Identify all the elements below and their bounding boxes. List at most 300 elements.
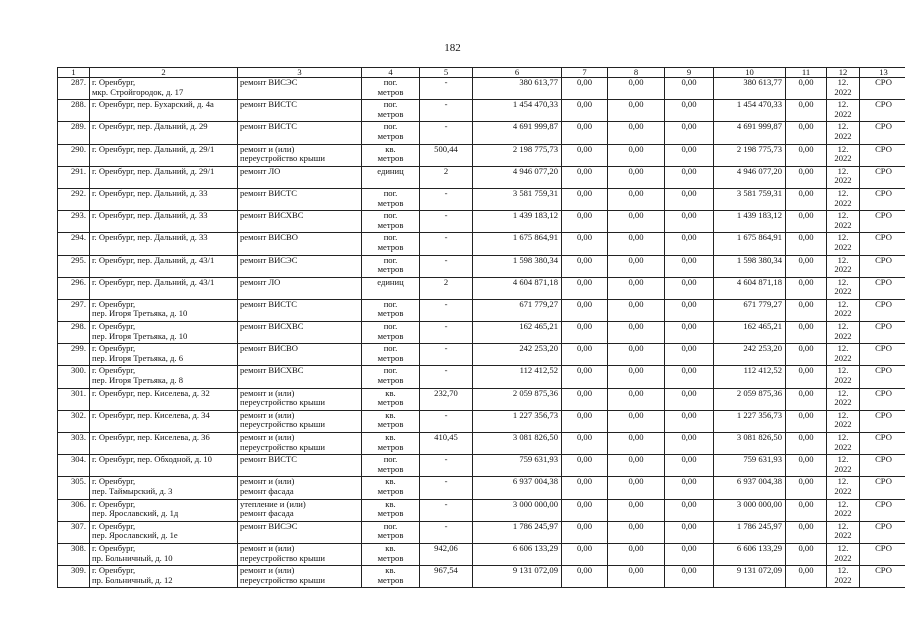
column-header-11: 11 [786, 68, 827, 78]
cost-col10-cell: 9 131 072,09 [714, 566, 786, 588]
method-cell: СРО [860, 299, 905, 321]
address-cell: г. Оренбург, пер. Ярославский, д. 1е [90, 521, 238, 543]
address-cell: г. Оренбург, пер. Игоря Третьяка, д. 10 [90, 299, 238, 321]
cost-col8-cell: 0,00 [608, 322, 665, 344]
method-cell: СРО [860, 521, 905, 543]
work-type-cell: ремонт ВИСТС [238, 455, 362, 477]
total-cost-cell: 242 253,20 [473, 344, 562, 366]
table-row [58, 477, 905, 499]
address-cell: г. Оренбург, пер. Дальний, д. 29/1 [90, 166, 238, 188]
unit-cell: пог. метров [362, 521, 420, 543]
cost-col10-cell: 1 598 380,34 [714, 255, 786, 277]
total-cost-cell: 4 691 999,87 [473, 122, 562, 144]
cost-col8-cell: 0,00 [608, 78, 665, 100]
table-row [58, 543, 905, 565]
cost-col9-cell: 0,00 [665, 388, 714, 410]
method-cell: СРО [860, 410, 905, 432]
cost-col10-cell: 162 465,21 [714, 322, 786, 344]
cost-col8-cell: 0,00 [608, 233, 665, 255]
quantity-cell: 410,45 [420, 433, 473, 455]
column-header-8: 8 [608, 68, 665, 78]
row-number: 295. [58, 255, 90, 277]
unit-cell: пог. метров [362, 255, 420, 277]
table-row [58, 166, 905, 188]
cost-col10-cell: 2 059 875,36 [714, 388, 786, 410]
deadline-cell: 12. 2022 [827, 277, 860, 299]
cost-col9-cell: 0,00 [665, 433, 714, 455]
cost-col9-cell: 0,00 [665, 144, 714, 166]
table-row [58, 277, 905, 299]
address-cell: г. Оренбург, пер. Дальний, д. 29 [90, 122, 238, 144]
deadline-cell: 12. 2022 [827, 122, 860, 144]
method-cell: СРО [860, 166, 905, 188]
quantity-cell: - [420, 188, 473, 210]
cost-col7-cell: 0,00 [562, 410, 608, 432]
unit-cell: кв. метров [362, 410, 420, 432]
cost-col7-cell: 0,00 [562, 166, 608, 188]
cost-col8-cell: 0,00 [608, 188, 665, 210]
total-cost-cell: 9 131 072,09 [473, 566, 562, 588]
address-cell: г. Оренбург, пер. Киселева, д. 34 [90, 410, 238, 432]
deadline-cell: 12. 2022 [827, 211, 860, 233]
cost-col11-cell: 0,00 [786, 188, 827, 210]
quantity-cell: - [420, 100, 473, 122]
cost-col11-cell: 0,00 [786, 410, 827, 432]
cost-col9-cell: 0,00 [665, 166, 714, 188]
row-number: 290. [58, 144, 90, 166]
deadline-cell: 12. 2022 [827, 255, 860, 277]
method-cell: СРО [860, 433, 905, 455]
address-cell: г. Оренбург, пр. Больничный, д. 12 [90, 566, 238, 588]
quantity-cell: - [420, 299, 473, 321]
total-cost-cell: 1 598 380,34 [473, 255, 562, 277]
cost-col10-cell: 3 581 759,31 [714, 188, 786, 210]
cost-col8-cell: 0,00 [608, 566, 665, 588]
unit-cell: кв. метров [362, 477, 420, 499]
total-cost-cell: 1 439 183,12 [473, 211, 562, 233]
address-cell: г. Оренбург, мкр. Стройгородок, д. 17 [90, 78, 238, 100]
row-number: 302. [58, 410, 90, 432]
total-cost-cell: 380 613,77 [473, 78, 562, 100]
address-cell: г. Оренбург, пер. Таймырский, д. 3 [90, 477, 238, 499]
repair-plan-table [57, 67, 905, 588]
unit-cell: пог. метров [362, 344, 420, 366]
cost-col9-cell: 0,00 [665, 322, 714, 344]
cost-col9-cell: 0,00 [665, 566, 714, 588]
row-number: 293. [58, 211, 90, 233]
cost-col8-cell: 0,00 [608, 211, 665, 233]
table-row [58, 410, 905, 432]
table-row [58, 100, 905, 122]
cost-col10-cell: 3 081 826,50 [714, 433, 786, 455]
method-cell: СРО [860, 188, 905, 210]
cost-col9-cell: 0,00 [665, 100, 714, 122]
row-number: 306. [58, 499, 90, 521]
quantity-cell: - [420, 499, 473, 521]
quantity-cell: - [420, 410, 473, 432]
quantity-cell: - [420, 322, 473, 344]
method-cell: СРО [860, 499, 905, 521]
work-type-cell: ремонт ВИСЭС [238, 521, 362, 543]
table-row [58, 233, 905, 255]
cost-col9-cell: 0,00 [665, 410, 714, 432]
cost-col10-cell: 1 675 864,91 [714, 233, 786, 255]
method-cell: СРО [860, 100, 905, 122]
address-cell: г. Оренбург, пр. Больничный, д. 10 [90, 543, 238, 565]
deadline-cell: 12. 2022 [827, 388, 860, 410]
quantity-cell: - [420, 233, 473, 255]
work-type-cell: ремонт ВИСТС [238, 100, 362, 122]
address-cell: г. Оренбург, пер. Игоря Третьяка, д. 6 [90, 344, 238, 366]
unit-cell: кв. метров [362, 388, 420, 410]
address-cell: г. Оренбург, пер. Дальний, д. 33 [90, 188, 238, 210]
work-type-cell: ремонт ВИСТС [238, 188, 362, 210]
address-cell: г. Оренбург, пер. Игоря Третьяка, д. 10 [90, 322, 238, 344]
quantity-cell: - [420, 366, 473, 388]
cost-col8-cell: 0,00 [608, 521, 665, 543]
column-header-10: 10 [714, 68, 786, 78]
deadline-cell: 12. 2022 [827, 366, 860, 388]
quantity-cell: - [420, 255, 473, 277]
deadline-cell: 12. 2022 [827, 144, 860, 166]
deadline-cell: 12. 2022 [827, 455, 860, 477]
cost-col10-cell: 4 691 999,87 [714, 122, 786, 144]
method-cell: СРО [860, 233, 905, 255]
cost-col11-cell: 0,00 [786, 566, 827, 588]
work-type-cell: ремонт ВИСЭС [238, 255, 362, 277]
cost-col7-cell: 0,00 [562, 100, 608, 122]
row-number: 297. [58, 299, 90, 321]
cost-col7-cell: 0,00 [562, 188, 608, 210]
total-cost-cell: 6 606 133,29 [473, 543, 562, 565]
cost-col8-cell: 0,00 [608, 344, 665, 366]
total-cost-cell: 759 631,93 [473, 455, 562, 477]
method-cell: СРО [860, 344, 905, 366]
cost-col7-cell: 0,00 [562, 277, 608, 299]
cost-col10-cell: 1 454 470,33 [714, 100, 786, 122]
deadline-cell: 12. 2022 [827, 433, 860, 455]
total-cost-cell: 671 779,27 [473, 299, 562, 321]
column-header-1: 1 [58, 68, 90, 78]
cost-col10-cell: 671 779,27 [714, 299, 786, 321]
table-row [58, 344, 905, 366]
column-header-5: 5 [420, 68, 473, 78]
cost-col10-cell: 1 439 183,12 [714, 211, 786, 233]
cost-col8-cell: 0,00 [608, 277, 665, 299]
cost-col11-cell: 0,00 [786, 211, 827, 233]
cost-col9-cell: 0,00 [665, 255, 714, 277]
work-type-cell: ремонт ВИСХВС [238, 211, 362, 233]
cost-col7-cell: 0,00 [562, 322, 608, 344]
method-cell: СРО [860, 122, 905, 144]
address-cell: г. Оренбург, пер. Киселева, д. 32 [90, 388, 238, 410]
row-number: 288. [58, 100, 90, 122]
row-number: 307. [58, 521, 90, 543]
address-cell: г. Оренбург, пер. Игоря Третьяка, д. 8 [90, 366, 238, 388]
total-cost-cell: 1 454 470,33 [473, 100, 562, 122]
work-type-cell: ремонт ВИСХВС [238, 366, 362, 388]
cost-col9-cell: 0,00 [665, 455, 714, 477]
method-cell: СРО [860, 78, 905, 100]
cost-col9-cell: 0,00 [665, 344, 714, 366]
cost-col7-cell: 0,00 [562, 144, 608, 166]
row-number: 305. [58, 477, 90, 499]
quantity-cell: - [420, 521, 473, 543]
table-row [58, 78, 905, 100]
cost-col8-cell: 0,00 [608, 100, 665, 122]
cost-col9-cell: 0,00 [665, 543, 714, 565]
total-cost-cell: 1 675 864,91 [473, 233, 562, 255]
cost-col10-cell: 759 631,93 [714, 455, 786, 477]
row-number: 309. [58, 566, 90, 588]
cost-col9-cell: 0,00 [665, 477, 714, 499]
work-type-cell: ремонт ВИСЭС [238, 78, 362, 100]
table-row [58, 521, 905, 543]
work-type-cell: ремонт ВИСХВС [238, 322, 362, 344]
work-type-cell: утепление и (или) ремонт фасада [238, 499, 362, 521]
cost-col9-cell: 0,00 [665, 188, 714, 210]
row-number: 299. [58, 344, 90, 366]
unit-cell: единиц [362, 166, 420, 188]
deadline-cell: 12. 2022 [827, 410, 860, 432]
cost-col7-cell: 0,00 [562, 455, 608, 477]
column-header-9: 9 [665, 68, 714, 78]
total-cost-cell: 2 059 875,36 [473, 388, 562, 410]
unit-cell: пог. метров [362, 322, 420, 344]
work-type-cell: ремонт и (или) ремонт фасада [238, 477, 362, 499]
cost-col10-cell: 6 606 133,29 [714, 543, 786, 565]
deadline-cell: 12. 2022 [827, 344, 860, 366]
cost-col11-cell: 0,00 [786, 100, 827, 122]
cost-col10-cell: 3 000 000,00 [714, 499, 786, 521]
cost-col11-cell: 0,00 [786, 366, 827, 388]
cost-col10-cell: 2 198 775,73 [714, 144, 786, 166]
cost-col11-cell: 0,00 [786, 344, 827, 366]
work-type-cell: ремонт и (или) переустройство крыши [238, 410, 362, 432]
quantity-cell: 500,44 [420, 144, 473, 166]
deadline-cell: 12. 2022 [827, 233, 860, 255]
cost-col7-cell: 0,00 [562, 344, 608, 366]
deadline-cell: 12. 2022 [827, 477, 860, 499]
cost-col11-cell: 0,00 [786, 433, 827, 455]
method-cell: СРО [860, 388, 905, 410]
deadline-cell: 12. 2022 [827, 499, 860, 521]
cost-col9-cell: 0,00 [665, 366, 714, 388]
cost-col7-cell: 0,00 [562, 543, 608, 565]
cost-col11-cell: 0,00 [786, 299, 827, 321]
cost-col11-cell: 0,00 [786, 255, 827, 277]
row-number: 301. [58, 388, 90, 410]
unit-cell: кв. метров [362, 543, 420, 565]
cost-col8-cell: 0,00 [608, 166, 665, 188]
table-row [58, 211, 905, 233]
cost-col7-cell: 0,00 [562, 477, 608, 499]
table-row [58, 433, 905, 455]
quantity-cell: - [420, 477, 473, 499]
cost-col9-cell: 0,00 [665, 122, 714, 144]
address-cell: г. Оренбург, пер. Дальний, д. 33 [90, 233, 238, 255]
cost-col10-cell: 6 937 004,38 [714, 477, 786, 499]
total-cost-cell: 1 227 356,73 [473, 410, 562, 432]
deadline-cell: 12. 2022 [827, 100, 860, 122]
row-number: 292. [58, 188, 90, 210]
work-type-cell: ремонт и (или) переустройство крыши [238, 144, 362, 166]
cost-col9-cell: 0,00 [665, 299, 714, 321]
deadline-cell: 12. 2022 [827, 78, 860, 100]
unit-cell: кв. метров [362, 566, 420, 588]
work-type-cell: ремонт и (или) переустройство крыши [238, 566, 362, 588]
method-cell: СРО [860, 566, 905, 588]
column-header-2: 2 [90, 68, 238, 78]
quantity-cell: - [420, 344, 473, 366]
row-number: 304. [58, 455, 90, 477]
deadline-cell: 12. 2022 [827, 166, 860, 188]
row-number: 300. [58, 366, 90, 388]
cost-col11-cell: 0,00 [786, 144, 827, 166]
row-number: 298. [58, 322, 90, 344]
unit-cell: кв. метров [362, 144, 420, 166]
work-type-cell: ремонт и (или) переустройство крыши [238, 543, 362, 565]
method-cell: СРО [860, 211, 905, 233]
unit-cell: пог. метров [362, 211, 420, 233]
table-row [58, 144, 905, 166]
unit-cell: пог. метров [362, 366, 420, 388]
method-cell: СРО [860, 255, 905, 277]
cost-col11-cell: 0,00 [786, 388, 827, 410]
total-cost-cell: 6 937 004,38 [473, 477, 562, 499]
cost-col7-cell: 0,00 [562, 388, 608, 410]
total-cost-cell: 4 604 871,18 [473, 277, 562, 299]
cost-col9-cell: 0,00 [665, 211, 714, 233]
work-type-cell: ремонт ВИСВО [238, 344, 362, 366]
total-cost-cell: 2 198 775,73 [473, 144, 562, 166]
row-number: 291. [58, 166, 90, 188]
total-cost-cell: 162 465,21 [473, 322, 562, 344]
cost-col7-cell: 0,00 [562, 521, 608, 543]
cost-col7-cell: 0,00 [562, 78, 608, 100]
work-type-cell: ремонт и (или) переустройство крыши [238, 433, 362, 455]
unit-cell: пог. метров [362, 233, 420, 255]
table-row [58, 122, 905, 144]
method-cell: СРО [860, 277, 905, 299]
cost-col7-cell: 0,00 [562, 122, 608, 144]
unit-cell: пог. метров [362, 455, 420, 477]
cost-col10-cell: 1 227 356,73 [714, 410, 786, 432]
address-cell: г. Оренбург, пер. Дальний, д. 33 [90, 211, 238, 233]
cost-col7-cell: 0,00 [562, 255, 608, 277]
deadline-cell: 12. 2022 [827, 322, 860, 344]
table-row [58, 388, 905, 410]
quantity-cell: 232,70 [420, 388, 473, 410]
unit-cell: пог. метров [362, 100, 420, 122]
deadline-cell: 12. 2022 [827, 521, 860, 543]
address-cell: г. Оренбург, пер. Ярославский, д. 1д [90, 499, 238, 521]
cost-col8-cell: 0,00 [608, 255, 665, 277]
row-number: 289. [58, 122, 90, 144]
method-cell: СРО [860, 144, 905, 166]
cost-col8-cell: 0,00 [608, 299, 665, 321]
column-header-3: 3 [238, 68, 362, 78]
address-cell: г. Оренбург, пер. Дальний, д. 29/1 [90, 144, 238, 166]
deadline-cell: 12. 2022 [827, 299, 860, 321]
deadline-cell: 12. 2022 [827, 543, 860, 565]
quantity-cell: - [420, 78, 473, 100]
table-row [58, 299, 905, 321]
column-header-6: 6 [473, 68, 562, 78]
cost-col11-cell: 0,00 [786, 166, 827, 188]
address-cell: г. Оренбург, пер. Бухарский, д. 4а [90, 100, 238, 122]
quantity-cell: - [420, 122, 473, 144]
table-row [58, 255, 905, 277]
work-type-cell: ремонт и (или) переустройство крыши [238, 388, 362, 410]
cost-col8-cell: 0,00 [608, 433, 665, 455]
table-row [58, 366, 905, 388]
column-header-7: 7 [562, 68, 608, 78]
cost-col7-cell: 0,00 [562, 566, 608, 588]
cost-col7-cell: 0,00 [562, 366, 608, 388]
total-cost-cell: 4 946 077,20 [473, 166, 562, 188]
method-cell: СРО [860, 455, 905, 477]
cost-col8-cell: 0,00 [608, 543, 665, 565]
deadline-cell: 12. 2022 [827, 566, 860, 588]
unit-cell: пог. метров [362, 78, 420, 100]
method-cell: СРО [860, 477, 905, 499]
cost-col11-cell: 0,00 [786, 543, 827, 565]
cost-col8-cell: 0,00 [608, 388, 665, 410]
table-row [58, 455, 905, 477]
cost-col10-cell: 112 412,52 [714, 366, 786, 388]
cost-col11-cell: 0,00 [786, 122, 827, 144]
table-row [58, 499, 905, 521]
quantity-cell: 967,54 [420, 566, 473, 588]
cost-col11-cell: 0,00 [786, 477, 827, 499]
column-number-row [58, 68, 905, 78]
unit-cell: кв. метров [362, 433, 420, 455]
work-type-cell: ремонт ВИСТС [238, 299, 362, 321]
table-row [58, 566, 905, 588]
cost-col8-cell: 0,00 [608, 122, 665, 144]
cost-col10-cell: 380 613,77 [714, 78, 786, 100]
cost-col9-cell: 0,00 [665, 277, 714, 299]
deadline-cell: 12. 2022 [827, 188, 860, 210]
table-row [58, 322, 905, 344]
row-number: 296. [58, 277, 90, 299]
row-number: 303. [58, 433, 90, 455]
work-type-cell: ремонт ВИСТС [238, 122, 362, 144]
work-type-cell: ремонт ЛО [238, 166, 362, 188]
column-header-13: 13 [860, 68, 905, 78]
cost-col9-cell: 0,00 [665, 499, 714, 521]
cost-col10-cell: 4 946 077,20 [714, 166, 786, 188]
cost-col8-cell: 0,00 [608, 499, 665, 521]
work-type-cell: ремонт ВИСВО [238, 233, 362, 255]
cost-col11-cell: 0,00 [786, 233, 827, 255]
unit-cell: пог. метров [362, 299, 420, 321]
cost-col10-cell: 242 253,20 [714, 344, 786, 366]
table-row [58, 188, 905, 210]
quantity-cell: 2 [420, 166, 473, 188]
total-cost-cell: 3 081 826,50 [473, 433, 562, 455]
cost-col11-cell: 0,00 [786, 455, 827, 477]
total-cost-cell: 3 000 000,00 [473, 499, 562, 521]
row-number: 287. [58, 78, 90, 100]
quantity-cell: 2 [420, 277, 473, 299]
address-cell: г. Оренбург, пер. Дальний, д. 43/1 [90, 277, 238, 299]
method-cell: СРО [860, 366, 905, 388]
cost-col8-cell: 0,00 [608, 477, 665, 499]
cost-col7-cell: 0,00 [562, 499, 608, 521]
cost-col11-cell: 0,00 [786, 499, 827, 521]
